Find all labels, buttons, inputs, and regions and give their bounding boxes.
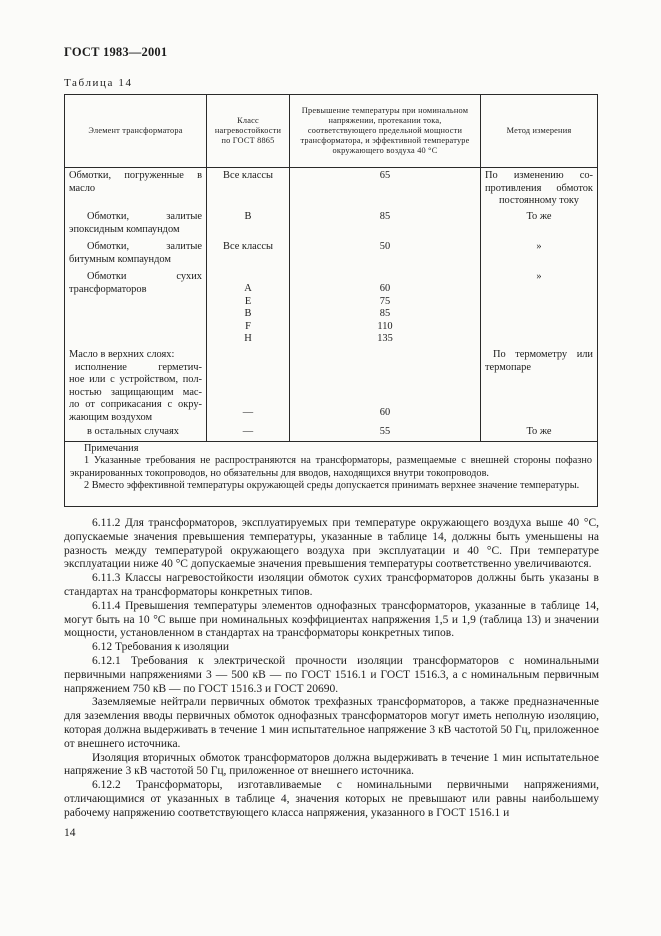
table-cell-rise-list: [290, 283, 480, 346]
section-heading: 6.12 Требования к изоляции: [92, 641, 230, 654]
paragraph: 6.11.4 Превышения температуры элементов однофазных трансформаторов, указанные в таблице 14, могут быть на 10 °С выше при номинальных коэффициентах напряжения 1,5 и 1,9 (таблица 13) и значении мощности, установленном в стандартах на трансформаторы конкретных типов.: [64, 599, 599, 640]
rise-value: 75: [379, 295, 391, 307]
table-cell-rise: 55: [379, 426, 391, 437]
rise-value: 60: [379, 283, 391, 294]
table-notes-divider: [65, 441, 597, 442]
class-value: Н: [244, 333, 252, 345]
paragraph: 6.12.1 Требования к электрической прочности изоляции трансформаторов с номинальными первичными напряжениями 3 — 500 кВ — по ГОСТ 1516.1 и ГОСТ 1516.3, а с номинальным первичным напряжением 750 кВ — по ГОСТ 1516.3 и ГОСТ 20690.: [64, 654, 599, 695]
column-header-class: Класс нагревостойкости по ГОСТ 8865: [214, 116, 282, 145]
element-line: ное или с устройством, пол-: [69, 374, 202, 386]
table-cell-element: [65, 349, 206, 425]
table-cell-element: в остальных случаях: [87, 426, 180, 437]
table-cell-element: Обмотки сухих трансформаторов: [69, 271, 202, 295]
table-cell-method: [481, 170, 597, 208]
table-cell-class: —: [242, 426, 254, 437]
method-line: постоянному току: [499, 195, 579, 207]
table-cell-method: »: [536, 271, 542, 282]
element-line: исполнение герметич-: [75, 361, 202, 373]
table-caption: Таблица 14: [64, 77, 133, 89]
table-cell-element: Обмотки, залитые эпоксидным компаундом: [69, 211, 202, 235]
table-cell-method: То же: [526, 211, 552, 222]
paragraph: 6.11.3 Классы нагревостойкости изоляции обмоток сухих трансформаторов должны быть указаны в стандартах на трансформаторы конкретных типов.: [64, 572, 599, 598]
method-line: По изменению со-: [485, 170, 593, 181]
element-line: жающим воздухом: [69, 411, 153, 423]
rise-value: 135: [377, 333, 393, 345]
notes-title: Примечания: [84, 443, 139, 454]
table-cell-class: В: [244, 211, 252, 222]
table-cell-rise: 60: [379, 407, 391, 418]
element-line: ло от соприкасания с окру-: [69, 399, 202, 411]
paragraph: Заземляемые нейтрали первичных обмоток трехфазных трансформаторов, а также предназначенные для заземления вводы первичных обмоток однофазных трансформаторов могут иметь неполную изоляцию, которая должна выдерживать в течение 1 мин испытательное напряжение 3 кВ частотой 50 Гц, приложенное от внешнего источника.: [64, 696, 599, 750]
document-body: [64, 517, 599, 821]
page-number: 14: [64, 827, 76, 839]
class-value: F: [245, 320, 251, 332]
table-cell-method: »: [536, 241, 542, 252]
document-header: ГОСТ 1983—2001: [64, 45, 168, 59]
element-line: ностью защищающим мас-: [69, 386, 202, 398]
table-cell-rise: 65: [379, 170, 391, 181]
table-notes: [65, 443, 597, 493]
method-line: По термометру или: [493, 349, 593, 360]
class-value: Е: [244, 295, 252, 307]
table-cell-rise: 50: [379, 241, 391, 252]
element-line: Масло в верхних слоях:: [69, 349, 175, 360]
table-cell-method: [481, 349, 597, 374]
temperature-rise-table: [64, 94, 598, 507]
table-cell-class: —: [242, 407, 254, 418]
table-header-divider: [65, 167, 597, 168]
table-cell-class: Все классы: [223, 170, 273, 181]
table-cell-class-list: [207, 283, 289, 346]
paragraph: Изоляция вторичных обмоток трансформаторов должна выдерживать в течение 1 мин испытательное напряжение 3 кВ частотой 50 Гц, приложенное от внешнего источника.: [64, 751, 599, 778]
method-line: противления обмоток: [485, 182, 593, 194]
method-line: термопаре: [485, 361, 531, 373]
table-cell-method: То же: [526, 426, 552, 437]
table-cell-element: Обмотки, залитые битумным компаундом: [69, 241, 202, 265]
column-header-element: Элемент трансформатора: [88, 126, 183, 135]
rise-value: 85: [379, 308, 391, 320]
table-cell-element: Обмотки, погруженные в масло: [69, 170, 202, 194]
column-header-method: Метод измерения: [506, 126, 572, 135]
paragraph: 6.12.2 Трансформаторы, изготавливаемые с номинальными первичными напряжениями, отличающимися от указанных в таблице 4, значения которых не превышают или равны наибольшему рабочему напряжению соответствующего класса напряжения, указанного в ГОСТ 1516.1 и: [64, 779, 599, 819]
rise-value: 110: [377, 320, 393, 332]
table-note: 1 Указанные требования не распространяются на трансформаторы, размещаемые с внешней стороны пофазно экранированных токопроводов, но обязательны для вводов, находящихся внутри токопроводов.: [70, 455, 592, 479]
column-header-temperature-rise: Превышение температуры при номинальном напряжении, протекании тока, соответствующего предельной мощности трансформатора, и эффективной температуре окружающего воздуха 40 °С: [300, 106, 470, 155]
table-cell-rise: 85: [379, 211, 391, 222]
table-note: 2 Вместо эффективной температуры окружающей среды допускается принимать верхнее значение температуры.: [84, 480, 580, 492]
paragraph: 6.11.2 Для трансформаторов, эксплуатируемых при температуре окружающего воздуха выше 40 °С, допускаемые значения превышения температуры, указанные в таблице 14, должны быть уменьшены на разность между температурой окружающего воздуха при эксплуатации и 40 °С. При температуре эксплуатации ниже 40 °С допускаемые значения превышения температуры соответственно увеличиваются.: [64, 517, 599, 571]
class-value: В: [244, 308, 252, 320]
class-value: А: [244, 283, 252, 294]
table-cell-class: Все классы: [223, 241, 273, 252]
